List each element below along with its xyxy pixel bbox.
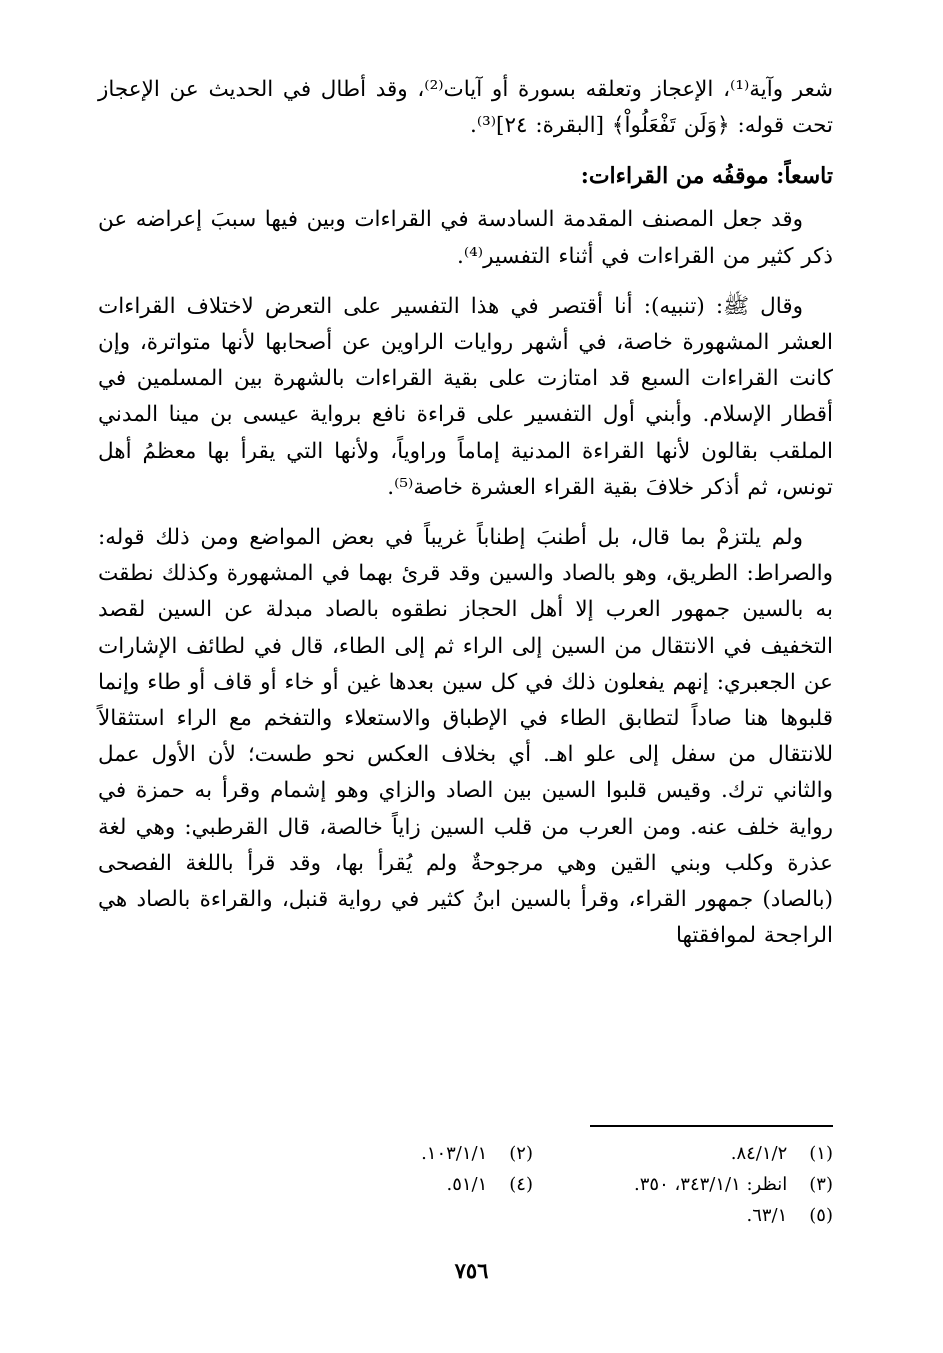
- footnote-number: (٢): [509, 1143, 533, 1164]
- footnote-divider: [590, 1125, 833, 1127]
- footnote-2: [233, 1138, 533, 1169]
- footnote-text: ١٠٣/١/١.: [421, 1143, 488, 1164]
- footnote-number: (١): [809, 1143, 833, 1164]
- footnote-number: (٥): [809, 1205, 833, 1226]
- footnote-number: (٣): [809, 1174, 833, 1195]
- paragraph-2: وقد جعل المصنف المقدمة السادسة في القراءات وبين فيها سببَ إعراضه عن ذكر كثير من القراءات في أثناء التفسير⁽⁴⁾.: [98, 207, 833, 269]
- footnote-3: [533, 1169, 833, 1200]
- footnote-text: انظر: ٣٤٣/١/١، ٣٥٠.: [634, 1174, 788, 1195]
- section-heading: تاسعاً: موقفُه من القراءات:: [580, 163, 833, 190]
- footnote-text: ٥١/١.: [446, 1174, 488, 1195]
- footnote-4: [233, 1169, 533, 1200]
- paragraph-3: وقال ﷺ: (تنبيه): أنا أقتصر في هذا التفسير على التعرض لاختلاف القراءات العشر المشهورة خاصة، في أشهر روايات الراوين عن أصحابها لأنها متواترة، وإن كانت القراءات السبع قد امتازت على بقية القراءات بالشهرة بين المسلمين في أقطار الإسلام. وأبني أول التفسير على قراءة نافع برواية عيسى بن مينا المدني الملقب بقالون لأنها القراءة المدنية إماماً وراوياً، ولأنها التي يقرأ بها معظمُ أهل تونس، ثم أذكر خلافَ بقية القراء العشرة خاصة⁽⁵⁾.: [98, 293, 833, 500]
- footnote-row: [98, 1169, 833, 1200]
- footnote-number: (٤): [509, 1174, 533, 1195]
- footnote-row: [98, 1200, 833, 1231]
- footnotes: [98, 1138, 833, 1231]
- footnote-5: [533, 1200, 833, 1231]
- footnote-text: ٦٣/١.: [746, 1205, 788, 1226]
- page-number: ٧٥٦: [454, 1258, 489, 1283]
- footnote-row: [98, 1138, 833, 1169]
- paragraph-1: شعر وآية⁽¹⁾، الإعجاز وتعلقه بسورة أو آيات⁽²⁾، وقد أطال في الحديث عن الإعجاز تحت قوله: ﴿وَلَن تَفْعَلُواْ﴾ [البقرة: ٢٤]⁽³⁾.: [98, 77, 834, 139]
- footnote-text: ٨٤/١/٢.: [730, 1143, 788, 1164]
- paragraph-4: ولم يلتزمْ بما قال، بل أطنبَ إطناباً غريباً في بعض المواضع ومن ذلك قوله: والصراط: الطريق، وهو بالصاد والسين وقد قرئ بهما في المشهورة وكذلك نطقت به بالسين جمهور العرب إلا أهل الحجاز نطقوه بالصاد مبدلة عن السين لقصد التخفيف في الانتقال من السين إلى الراء ثم إلى الطاء، قال في لطائف الإشارات عن الجعبري: إنهم يفعلون ذلك في كل سين بعدها غين أو خاء أو قاف أو طاء وإنما قلبوها هنا صاداً لتطابق الطاء في الإطباق والاستعلاء والتفخم مع الراء استثقالاً للانتقال من سفل إلى علو اهـ. أي بخلاف العكس نحو طست؛ لأن الأول عمل والثاني ترك. وقيس قلبوا السين بين الصاد والزاي وهو إشمام وقرأ به حمزة في رواية خلف عنه. ومن العرب من قلب السين زاياً خالصة، قال القرطبي: وهي لغة عذرة وكلب وبني القين وهي مرجوحةٌ ولم يُقرأ بها، وقد قرأ باللغة الفصحى (بالصاد) جمهور القراء، وقرأ بالسين ابنُ كثير في رواية قنبل، والقراءة بالصاد هي الراجحة لموافقتها: [98, 525, 833, 949]
- footnote-1: [533, 1138, 833, 1169]
